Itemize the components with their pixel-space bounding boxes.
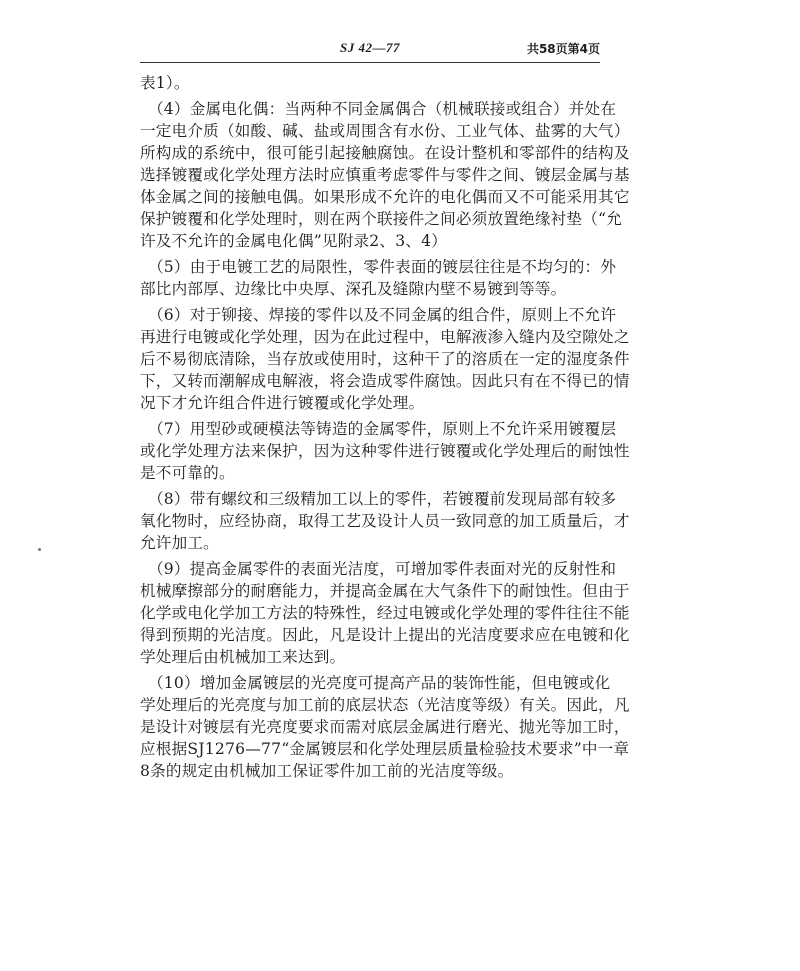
paragraph [140,418,630,484]
text-line: 后不易彻底清除，当存放或使用时，这种干了的溶质在一定的湿度条件 [140,350,630,368]
paragraph [140,98,630,252]
text-line: （10）增加金属镀层的光亮度可提高产品的装饰性能，但电镀或化 [140,674,611,692]
document-body [140,72,630,786]
text-line: 况下才允许组合件进行镀覆或化学处理。 [140,394,425,412]
text-line: 机械摩擦部分的耐磨能力，并提高金属在大气条件下的耐蚀性。但由于 [140,582,630,600]
text-line: 学处理后的光亮度与加工前的底层状态（光洁度等级）有关。因此，凡 [140,696,630,714]
text-line: 所构成的系统中，很可能引起接触腐蚀。在设计整机和零部件的结构及 [140,144,630,162]
text-line: 表1）。 [140,74,190,92]
text-line: 保护镀覆和化学处理时，则在两个联接件之间必须放置绝缘衬垫（“允 [140,210,622,228]
page-header [140,38,600,63]
text-line: （5）由于电镀工艺的局限性，零件表面的镀层往往是不均匀的：外 [140,258,617,276]
text-line: （4）金属电化偶：当两种不同金属偶合（机械联接或组合）并处在 [140,100,617,118]
text-line: 是设计对镀层有光亮度要求而需对底层金属进行磨光、抛光等加工时， [140,718,630,736]
paragraph [140,72,600,94]
paragraph [140,304,630,414]
text-line: 学处理后由机械加工来达到。 [140,648,346,666]
paragraph [140,558,630,668]
text-line: 再进行电镀或化学处理，因为在此过程中，电解液渗入缝内及空隙处之 [140,328,630,346]
text-line: （8）带有螺纹和三级精加工以上的零件，若镀覆前发现局部有较多 [140,490,617,508]
text-line: 化学或电化学加工方法的特殊性，经过电镀或化学处理的零件往往不能 [140,604,630,622]
text-line: 氧化物时，应经协商，取得工艺及设计人员一致同意的加工质量后，才 [140,512,630,530]
text-line: 是不可靠的。 [140,464,235,482]
text-line: 体金属之间的接触电偶。如果形成不允许的电化偶而又不可能采用其它 [140,188,630,206]
text-line: （6）对于铆接、焊接的零件以及不同金属的组合件，原则上不允许 [140,306,617,324]
text-line: 选择镀覆或化学处理方法时应慎重考虑零件与零件之间、镀层金属与基 [140,166,630,184]
text-line: 应根据SJ1276—77“金属镀层和化学处理层质量检验技术要求”中一章 [140,740,630,758]
text-line: 许及不允许的金属电化偶”见附录2、3、4） [140,232,448,250]
text-line: 8条的规定由机械加工保证零件加工前的光洁度等级。 [140,762,514,780]
paragraph [140,256,617,300]
text-line: 下，又转而潮解成电解液，将会造成零件腐蚀。因此只有在不得已的情 [140,372,630,390]
paragraph [140,488,630,554]
text-line: 得到预期的光洁度。因此，凡是设计上提出的光洁度要求应在电镀和化 [140,626,630,644]
standard-number: SJ 42—77 [340,40,400,55]
page-count: 共58页第4页 [526,42,600,56]
scan-speck [38,548,41,551]
text-line: 或化学处理方法来保护，因为这种零件进行镀覆或化学处理后的耐蚀性 [140,442,630,460]
paragraph [140,672,630,782]
text-line: 允许加工。 [140,534,219,552]
text-line: 一定电介质（如酸、碱、盐或周围含有水份、工业气体、盐雾的大气） [140,122,630,140]
text-line: 部比内部厚、边缘比中央厚、深孔及缝隙内壁不易镀到等等。 [140,280,567,298]
text-line: （7）用型砂或硬模法等铸造的金属零件，原则上不允许采用镀覆层 [140,420,617,438]
text-line: （9）提高金属零件的表面光洁度，可增加零件表面对光的反射性和 [140,560,617,578]
